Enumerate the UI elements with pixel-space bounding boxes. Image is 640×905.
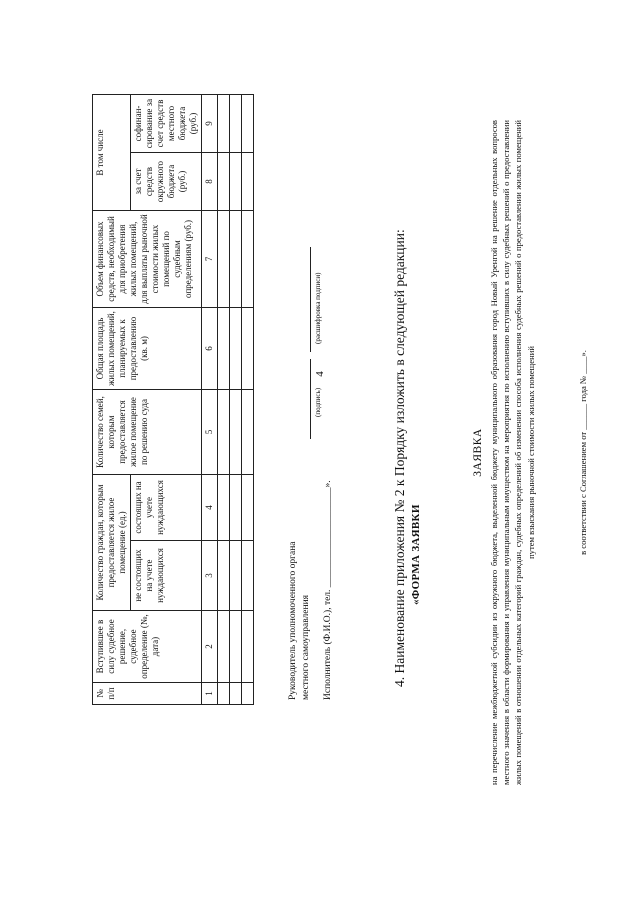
head-of-authority-line2: местного самоуправления bbox=[301, 594, 311, 700]
header-not-on-register: не состоящих на учете нуждающихся bbox=[130, 541, 201, 611]
section-heading: 4. Наименование приложения № 2 к Порядку изложить в следующей редакции: bbox=[392, 229, 407, 687]
table-cell bbox=[229, 390, 241, 475]
table-cell bbox=[217, 211, 229, 308]
agreement-line: в соответствии с Соглашением от ______ года № ____». bbox=[578, 350, 588, 555]
table-cell bbox=[217, 683, 229, 705]
header-num: № п/п bbox=[93, 683, 202, 705]
table-cell bbox=[229, 211, 241, 308]
table-cell bbox=[229, 475, 241, 541]
table-cell bbox=[241, 475, 253, 541]
signature-caption: (подпись) bbox=[314, 387, 322, 417]
table-cell bbox=[229, 94, 241, 152]
decryption-underline bbox=[310, 247, 311, 352]
header-cofinancing: софинан-сирование за счет средств местного бюджета (руб.) bbox=[130, 94, 201, 152]
table-cell bbox=[217, 308, 229, 390]
application-description: на перечисление межбюджетной субсидии из окружного бюджета, выделенной бюджету муниципального образования город Новый Уренгой на решение отдельных вопросов местного значения в области формирования и управления муниципальным имуществом на мероприятия по исполнению вступивших в силу судебных решений о предоставлении жилых помещений в отношении отдельных категорий граждан, судебных определений об изменении способа исполнения судебных решений о предоставлении жилых помещений путем взыскания рыночной стоимости жилых помещений bbox=[489, 120, 536, 785]
table-cell bbox=[217, 153, 229, 211]
table-cell bbox=[229, 153, 241, 211]
table-cell bbox=[241, 611, 253, 683]
col-number: 6 bbox=[201, 308, 217, 390]
table-cell bbox=[217, 94, 229, 152]
table-cell bbox=[241, 683, 253, 705]
table-cell bbox=[217, 390, 229, 475]
header-on-register: состоящих на учете нуждающихся bbox=[130, 475, 201, 541]
table-cell bbox=[241, 390, 253, 475]
table-cell bbox=[241, 94, 253, 152]
table-cell bbox=[229, 683, 241, 705]
col-number: 7 bbox=[201, 211, 217, 308]
page-number: 4 bbox=[314, 371, 326, 377]
header-district-budget: за счет средств окружного бюджета (руб.) bbox=[130, 153, 201, 211]
table-cell bbox=[217, 475, 229, 541]
table-cell bbox=[217, 611, 229, 683]
col-number: 5 bbox=[201, 390, 217, 475]
col-number: 3 bbox=[201, 541, 217, 611]
table-cell bbox=[241, 308, 253, 390]
header-citizens: Количество граждан, которым предоставляется жилое помещение (ед.) bbox=[93, 475, 131, 611]
col-number: 4 bbox=[201, 475, 217, 541]
col-number: 1 bbox=[201, 683, 217, 705]
col-number: 9 bbox=[201, 94, 217, 152]
table-row-empty bbox=[241, 94, 253, 704]
table-cell bbox=[241, 541, 253, 611]
decryption-caption: (расшифровка подписи) bbox=[314, 272, 322, 344]
head-of-authority-line1: Руководитель уполномоченного органа bbox=[288, 541, 298, 700]
col-number: 8 bbox=[201, 153, 217, 211]
col-number: 2 bbox=[201, 611, 217, 683]
table-cell bbox=[217, 541, 229, 611]
table-row-empty bbox=[229, 94, 241, 704]
table-cell bbox=[229, 541, 241, 611]
table-row-empty bbox=[217, 94, 229, 704]
subsidy-table bbox=[92, 94, 254, 705]
table-cell bbox=[241, 211, 253, 308]
header-decision: Вступившее в силу судебное решение, судебное определение (№, дата) bbox=[93, 611, 202, 683]
table-cell bbox=[241, 153, 253, 211]
application-title: ЗАЯВКА bbox=[472, 428, 484, 477]
header-area: Общая площадь жилых помещений, планируемых к предоставлению (кв. м) bbox=[93, 308, 202, 390]
table-cell bbox=[229, 308, 241, 390]
executor-line: Исполнитель (Ф.И.О.), тел. _____________________». bbox=[323, 480, 333, 700]
table-row-column-numbers bbox=[201, 94, 217, 704]
table-cell bbox=[229, 611, 241, 683]
header-including: В том числе bbox=[93, 94, 131, 210]
signature-underline bbox=[310, 359, 311, 439]
header-volume: Объем финансовых средств, необходимый для приобретения жилых помещений, для выплаты рыночной стоимости жилых помещений по судебным определениям (руб.) bbox=[93, 211, 202, 308]
form-title: «ФОРМА ЗАЯВКИ bbox=[410, 504, 422, 605]
header-families: Количество семей, которым предоставляется жилое помещение по решению суда bbox=[93, 390, 202, 475]
